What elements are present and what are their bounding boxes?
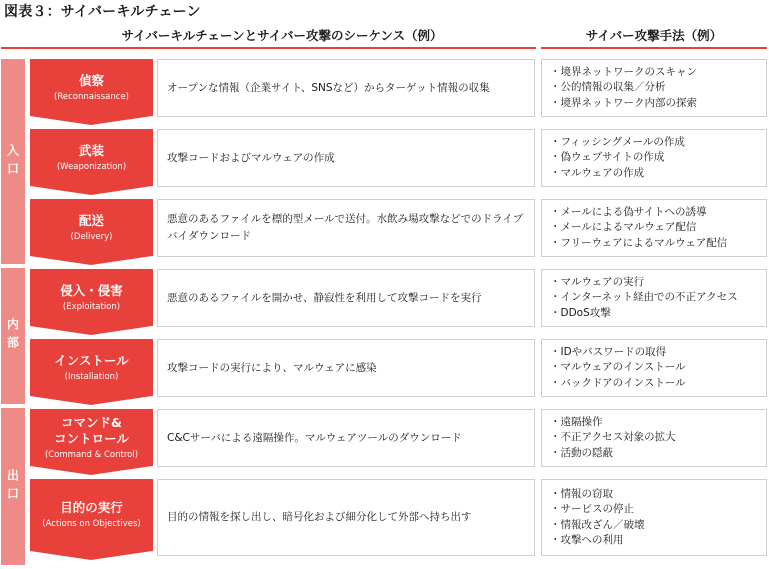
step-methods bbox=[541, 269, 767, 327]
step-description: C&Cサーバによる遠隔操作。マルウェアツールのダウンロード bbox=[157, 409, 535, 467]
step-arrow-tip bbox=[30, 186, 152, 195]
method-item: ・ 境界ネットワーク内部の探索 bbox=[550, 96, 697, 112]
step-arrow-tip bbox=[30, 326, 152, 335]
method-item: ・ 偽ウェブサイトの作成 bbox=[550, 150, 685, 166]
methods-header-line bbox=[541, 47, 767, 49]
method-item: ・ 情報の窃取 bbox=[550, 487, 645, 503]
phase-label: 入口 bbox=[5, 143, 20, 180]
step-methods bbox=[541, 199, 767, 257]
step-arrow bbox=[30, 199, 153, 256]
step-description: 攻撃コードおよびマルウェアの作成 bbox=[157, 129, 535, 187]
phase-label: 内部 bbox=[5, 318, 20, 354]
method-item: ・ サービスの停止 bbox=[550, 502, 645, 518]
step-name: インストール bbox=[54, 352, 129, 368]
method-item: ・ 遠隔操作 bbox=[550, 415, 676, 431]
step-name-en: (Exploitation) bbox=[62, 301, 121, 312]
methods-header: サイバー攻撃手法（例） bbox=[585, 28, 723, 43]
step-arrow-tip bbox=[30, 256, 152, 265]
step-name-en: (Installation) bbox=[64, 371, 119, 382]
method-item: ・ DDoS攻撃 bbox=[550, 306, 738, 322]
step-description: オープンな情報（企業サイト、SNSなど）からターゲット情報の収集 bbox=[157, 59, 535, 117]
step-name: 配送 bbox=[78, 212, 104, 228]
phase-label: 出口 bbox=[5, 468, 20, 505]
phase-entry bbox=[1, 59, 25, 264]
method-item: ・ 不正アクセス対象の拡大 bbox=[550, 430, 676, 446]
step-arrow-tip bbox=[30, 551, 152, 560]
method-item: ・ 公的情報の収集／分析 bbox=[550, 80, 697, 96]
step-arrow bbox=[30, 479, 153, 551]
step-name: コマンド& コントロール bbox=[54, 414, 129, 446]
step-description: 目的の情報を探し出し、暗号化および細分化して外部へ持ち出す bbox=[157, 479, 535, 556]
step-arrow bbox=[30, 339, 153, 396]
method-item: ・ IDやパスワードの取得 bbox=[550, 345, 686, 361]
method-item: ・ 情報改ざん／破壊 bbox=[550, 518, 645, 534]
step-name-en: (Delivery) bbox=[70, 231, 113, 242]
method-item: ・ マルウェアの実行 bbox=[550, 275, 738, 291]
step-name: 武装 bbox=[78, 142, 104, 158]
step-arrow bbox=[30, 269, 153, 326]
phase-internal bbox=[1, 268, 25, 404]
method-item: ・ マルウェアのインストール bbox=[550, 360, 686, 376]
step-name-en: (Actions on Objectives) bbox=[42, 519, 141, 529]
method-item: ・ マルウェアの作成 bbox=[550, 166, 685, 182]
figure-title: 図表３：サイバーキルチェーン bbox=[4, 4, 201, 20]
step-methods bbox=[541, 59, 767, 117]
step-name: 侵入・侵害 bbox=[60, 282, 123, 298]
step-name: 目的の実行 bbox=[60, 500, 123, 515]
step-methods bbox=[541, 409, 767, 467]
method-item: ・ フリーウェアによるマルウェア配信 bbox=[550, 236, 727, 252]
step-name: 偵察 bbox=[78, 72, 104, 88]
step-arrow-tip bbox=[30, 396, 152, 405]
method-item: ・ フィッシングメールの作成 bbox=[550, 135, 685, 151]
step-arrow bbox=[30, 59, 153, 116]
step-description: 攻撃コードの実行により、マルウェアに感染 bbox=[157, 339, 535, 397]
step-name-en: (Weaponization) bbox=[56, 161, 127, 172]
sequence-header-line bbox=[1, 47, 536, 49]
step-arrow-tip bbox=[30, 116, 152, 125]
method-item: ・ 活動の隠蔽 bbox=[550, 446, 676, 462]
step-arrow bbox=[30, 129, 153, 186]
step-arrow bbox=[30, 409, 153, 466]
method-item: ・ メールによる偽サイトへの誘導 bbox=[550, 205, 727, 221]
method-item: ・ バックドアのインストール bbox=[550, 376, 686, 392]
step-name-en: (Command & Control) bbox=[44, 449, 139, 460]
step-methods bbox=[541, 129, 767, 187]
step-methods bbox=[541, 339, 767, 397]
step-description: 悪意のあるファイルを標的型メールで送付。水飲み場攻撃などでのドライブバイダウンロード bbox=[157, 199, 535, 257]
step-arrow-tip bbox=[30, 466, 152, 475]
method-item: ・ 境界ネットワークのスキャン bbox=[550, 65, 697, 81]
step-name-en: (Reconnaissance) bbox=[54, 91, 129, 102]
method-item: ・ メールによるマルウェア配信 bbox=[550, 220, 727, 236]
step-methods bbox=[541, 479, 767, 556]
method-item: ・ 攻撃への利用 bbox=[550, 533, 645, 549]
sequence-header: サイバーキルチェーンとサイバー攻撃のシーケンス（例） bbox=[121, 28, 443, 43]
phase-exit bbox=[1, 408, 25, 565]
step-description: 悪意のあるファイルを開かせ、静寂性を利用して攻撃コードを実行 bbox=[157, 269, 535, 327]
method-item: ・ インターネット経由での不正アクセス bbox=[550, 290, 738, 306]
